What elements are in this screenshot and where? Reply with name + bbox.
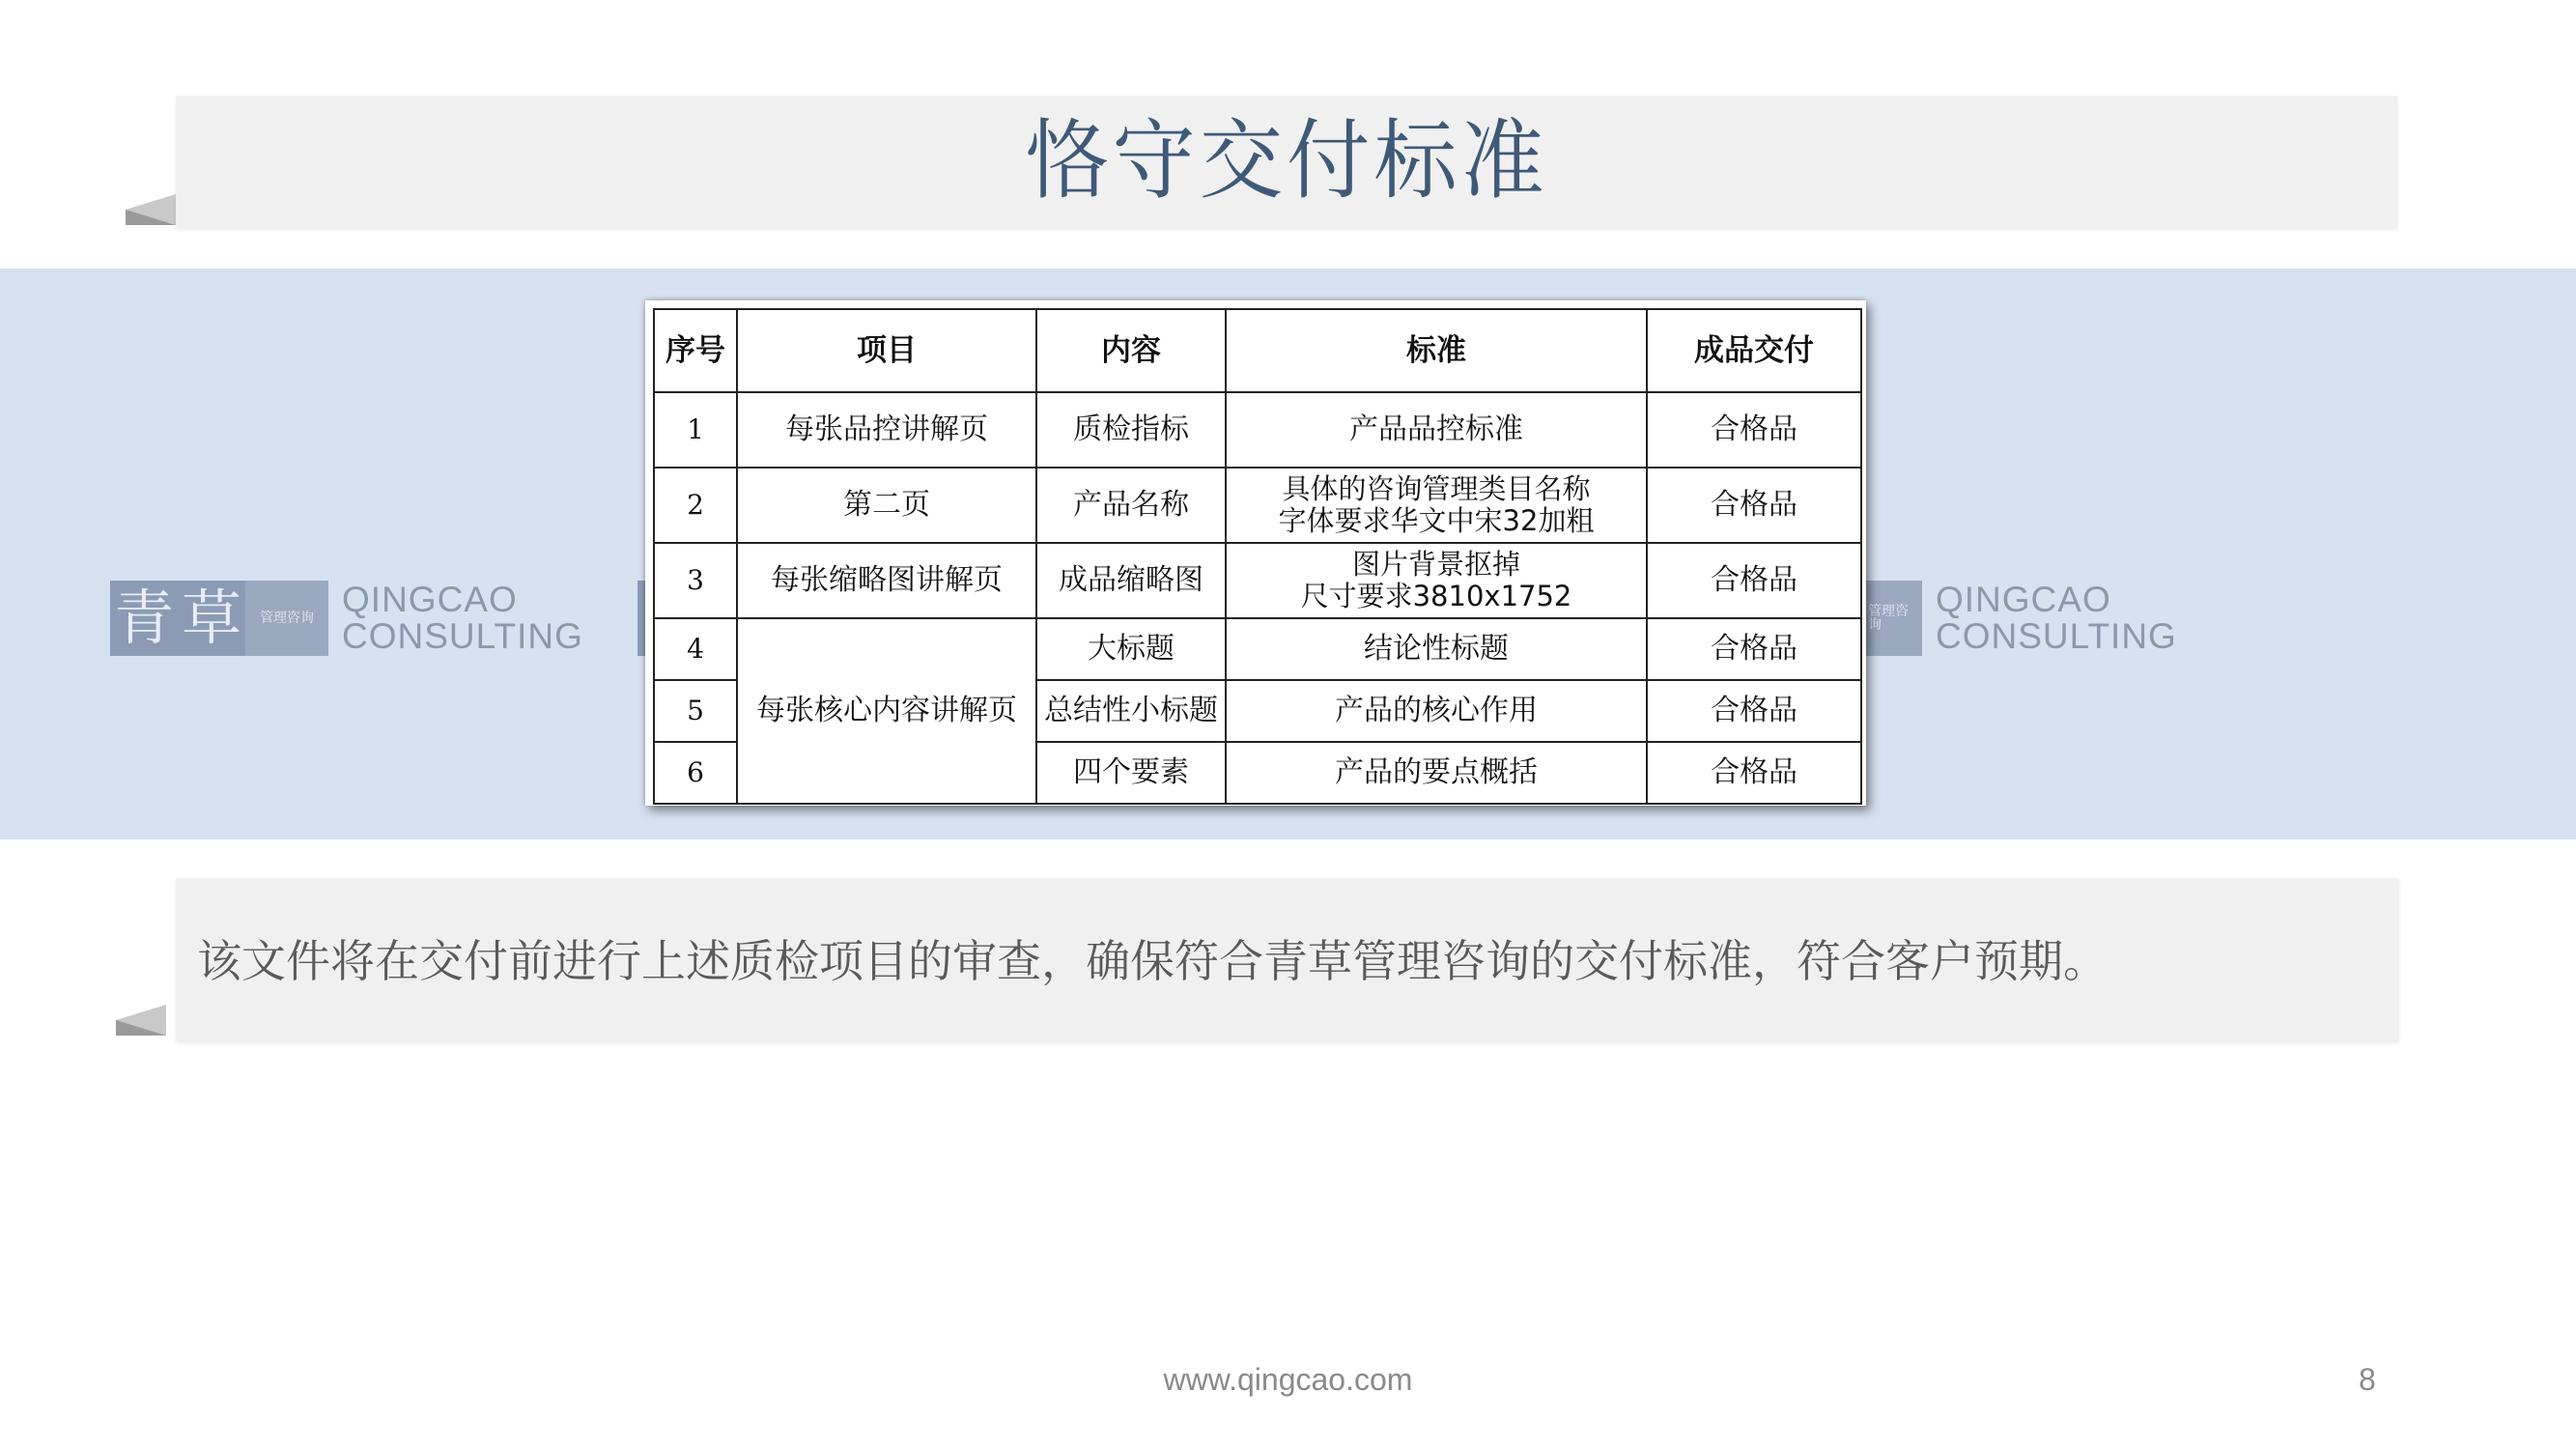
- note-text: 该文件将在交付前进行上述质检项目的审查，确保符合青草管理咨询的交付标准，符合客户预期。: [197, 935, 2108, 987]
- watermark-text: QINGCAO CONSULTING: [1936, 580, 2177, 656]
- footer-url[interactable]: www.qingcao.com: [1163, 1362, 1413, 1397]
- header-item: 项目: [737, 309, 1036, 392]
- standards-table-card: [645, 300, 1866, 806]
- standards-table: [653, 308, 1862, 805]
- note-banner: [176, 878, 2399, 1040]
- watermark-logo: 管理咨询: [1864, 581, 1922, 656]
- table-row: 2 第二页 产品名称 具体的咨询管理类目名称 字体要求华文中宋32加粗 合格品: [654, 468, 1861, 543]
- header-delivery: 成品交付: [1647, 309, 1861, 392]
- table-header-row: [654, 309, 1861, 392]
- page-title: 恪守交付标准: [1025, 110, 1548, 212]
- header-no: 序号: [654, 309, 737, 392]
- header-content: 内容: [1036, 309, 1226, 392]
- watermark-left: [110, 581, 583, 656]
- title-banner: [176, 96, 2397, 227]
- watermark-text: QINGCAO CONSULTING: [342, 580, 583, 656]
- watermark-right: [1864, 581, 2177, 656]
- table-row: 1 每张品控讲解页 质检指标 产品品控标准 合格品: [654, 392, 1861, 468]
- table-row: 5 总结性小标题 产品的核心作用 合格品: [654, 680, 1861, 742]
- page-number: 8: [2359, 1362, 2376, 1397]
- table-row: 4 每张核心内容讲解页 大标题 结论性标题 合格品: [654, 618, 1861, 680]
- note-fold-shadow: [116, 1005, 166, 1036]
- table-row: 6 四个要素 产品的要点概括 合格品: [654, 742, 1861, 804]
- header-standard: 标准: [1226, 309, 1647, 392]
- watermark-logo: 青 草 管理咨询: [110, 581, 328, 656]
- table-row: 3 每张缩略图讲解页 成品缩略图 图片背景抠掉 尺寸要求3810x1752 合格品: [654, 543, 1861, 618]
- title-fold-shadow: [126, 194, 176, 225]
